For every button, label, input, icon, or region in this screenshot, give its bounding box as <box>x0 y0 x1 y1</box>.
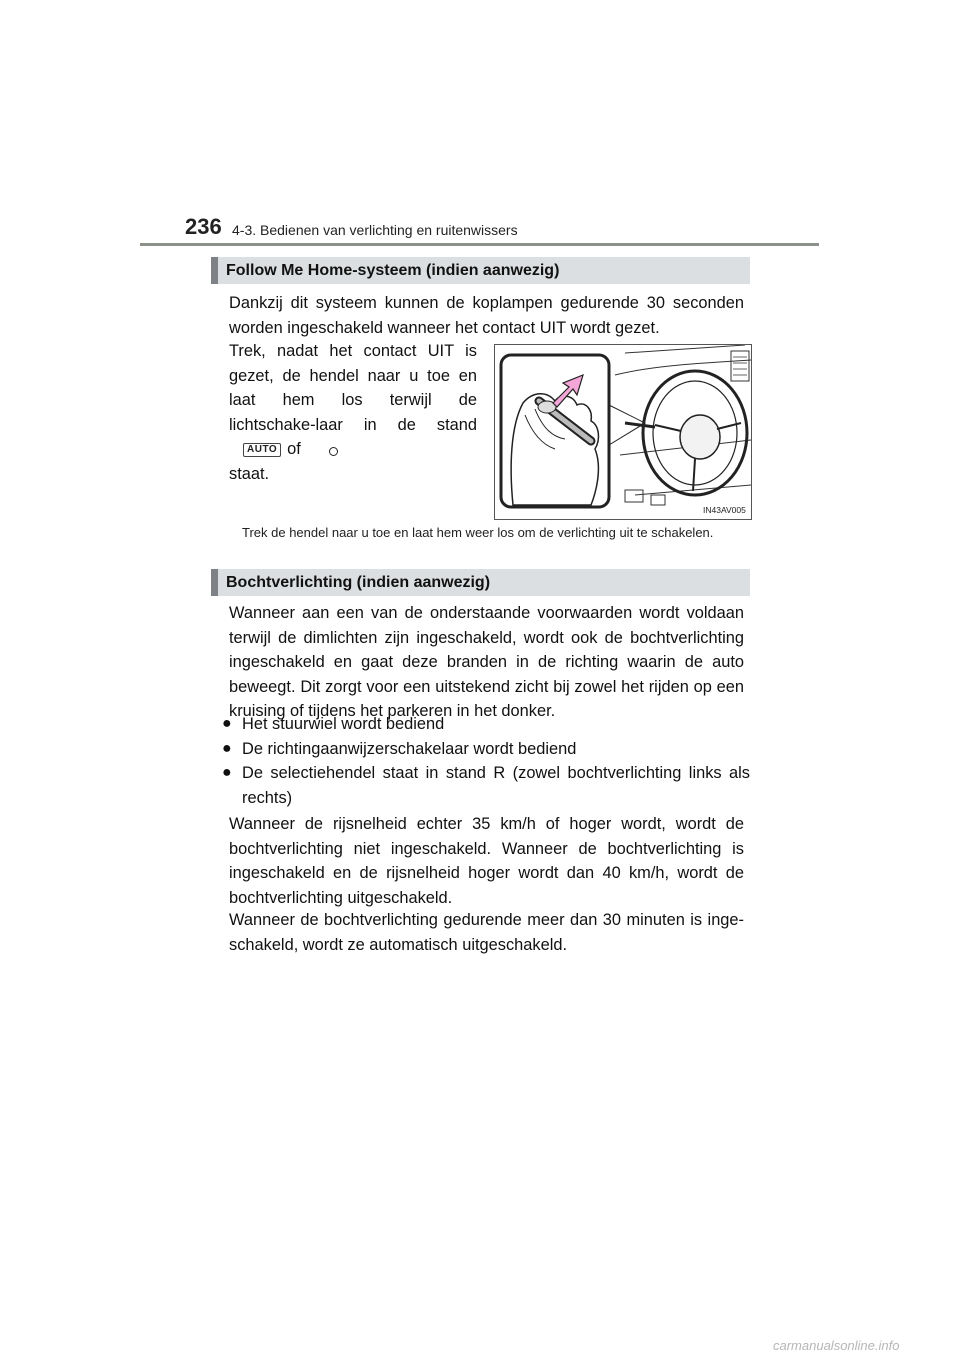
list-item-text: De richtingaanwijzerschakelaar wordt bediend <box>242 740 577 758</box>
list-item-text: De selectiehendel staat in stand R (zowel bochtverlichting links als rechts) <box>242 764 750 807</box>
instruction-text: Trek, nadat het contact UIT is gezet, de hendel naar u toe en laat hem los terwijl de lichtschake-laar in de stand <box>229 342 477 434</box>
auto-switch-icon: AUTO <box>243 443 281 457</box>
section-title: Bochtverlichting (indien aanwezig) <box>226 573 491 591</box>
section-heading-cornering-lights <box>211 569 750 596</box>
cornering-timeout-paragraph: Wanneer de bochtverlichting gedurende meer dan 30 minuten is inge-schakeld, wordt ze automatisch uitgeschakeld. <box>229 911 744 954</box>
cornering-speed-paragraph: Wanneer de rijsnelheid echter 35 km/h of hoger wordt, wordt de bochtverlichting niet ingeschakeld. Wanneer de bochtverlichting is ingeschakeld en de rijsnelheid hoger wordt dan 40 km/h, wordt de bochtverlichting uitgeschakeld. <box>229 815 744 907</box>
bullet-icon: ● <box>222 740 232 757</box>
running-header: 4-3. Bedienen van verlichting en ruitenwissers <box>232 222 518 238</box>
bullet-icon: ● <box>222 764 232 781</box>
section-accent <box>211 257 218 284</box>
list-item <box>222 761 750 810</box>
illustration-code: IN43AV005 <box>703 505 746 515</box>
cornering-intro: Wanneer aan een van de onderstaande voorwaarden wordt voldaan terwijl de dimlichten zijn ingeschakeld, wordt ook de bochtverlichting ingeschakeld en gaat deze branden in de richting waarin de auto beweegt. Dit zorgt voor een uitstekend zicht bij zowel het rijden op een kruising of tijdens het parkeren in het donker. <box>229 604 744 720</box>
section-accent <box>211 569 218 596</box>
follow-me-home-instruction <box>229 339 477 486</box>
header-rule <box>140 243 819 246</box>
list-item <box>222 737 750 762</box>
low-beam-position-icon <box>329 447 338 456</box>
lever-illustration <box>494 344 752 520</box>
follow-me-home-note: Trek de hendel naar u toe en laat hem weer los om de verlichting uit te schakelen. <box>242 525 714 540</box>
follow-me-home-intro: Dankzij dit systeem kunnen de koplampen gedurende 30 seconden worden ingeschakeld wanneer het contact UIT wordt gezet. <box>229 294 744 337</box>
list-item-text: Het stuurwiel wordt bediend <box>242 715 445 733</box>
page-number: 236 <box>185 214 222 239</box>
bullet-icon: ● <box>222 715 232 732</box>
instruction-or: of <box>287 440 301 458</box>
section-heading-follow-me-home <box>211 257 750 284</box>
footer-watermark: carmanualsonline.info <box>773 1338 900 1353</box>
section-title: Follow Me Home-systeem (indien aanwezig) <box>226 261 560 279</box>
instruction-end: staat. <box>229 464 270 483</box>
list-item <box>222 712 750 737</box>
